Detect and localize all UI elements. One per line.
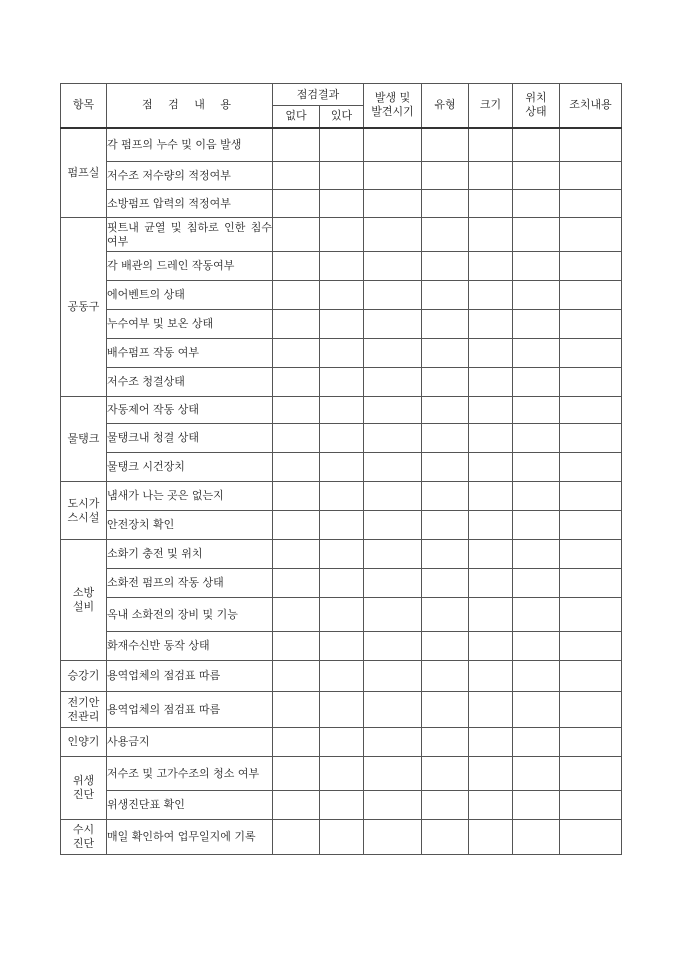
result-exists-cell[interactable]	[320, 820, 364, 855]
result-exists-cell[interactable]	[320, 482, 364, 511]
occurrence-cell[interactable]	[364, 339, 422, 368]
table-row	[61, 397, 622, 424]
size-cell[interactable]	[469, 791, 513, 820]
location-cell[interactable]	[513, 424, 560, 453]
action-cell[interactable]	[560, 162, 622, 190]
location-cell[interactable]	[513, 281, 560, 310]
check-item-cell: 소화기 충전 및 위치	[107, 540, 273, 569]
result-none-cell[interactable]	[273, 453, 320, 482]
occurrence-cell[interactable]	[364, 598, 422, 632]
category-cell: 수시 진단	[61, 820, 107, 855]
occurrence-cell[interactable]	[364, 218, 422, 252]
result-none-cell[interactable]	[273, 310, 320, 339]
action-cell[interactable]	[560, 128, 622, 162]
table-row	[61, 368, 622, 397]
table-row	[61, 453, 622, 482]
location-cell[interactable]	[513, 252, 560, 281]
size-cell[interactable]	[469, 190, 513, 218]
header-result: 점검결과	[273, 84, 364, 106]
location-cell[interactable]	[513, 540, 560, 569]
result-exists-cell[interactable]	[320, 511, 364, 540]
type-cell[interactable]	[422, 482, 469, 511]
occurrence-cell[interactable]	[364, 453, 422, 482]
size-cell[interactable]	[469, 162, 513, 190]
occurrence-cell[interactable]	[364, 252, 422, 281]
type-cell[interactable]	[422, 569, 469, 598]
check-item-cell: 소방펌프 압력의 적정여부	[107, 190, 273, 218]
category-cell: 전기안 전관리	[61, 692, 107, 728]
result-none-cell[interactable]	[273, 757, 320, 791]
size-cell[interactable]	[469, 218, 513, 252]
result-none-cell[interactable]	[273, 791, 320, 820]
table-row	[61, 482, 622, 511]
result-none-cell[interactable]	[273, 598, 320, 632]
occurrence-cell[interactable]	[364, 424, 422, 453]
size-cell[interactable]	[469, 482, 513, 511]
size-cell[interactable]	[469, 368, 513, 397]
result-exists-cell[interactable]	[320, 339, 364, 368]
result-exists-cell[interactable]	[320, 424, 364, 453]
table-row	[61, 252, 622, 281]
result-none-cell[interactable]	[273, 511, 320, 540]
check-item-cell: 위생진단표 확인	[107, 791, 273, 820]
occurrence-cell[interactable]	[364, 190, 422, 218]
occurrence-cell[interactable]	[364, 128, 422, 162]
action-cell[interactable]	[560, 791, 622, 820]
table-row	[61, 339, 622, 368]
type-cell[interactable]	[422, 820, 469, 855]
table-row	[61, 281, 622, 310]
category-cell: 공동구	[61, 218, 107, 397]
location-cell[interactable]	[513, 569, 560, 598]
size-cell[interactable]	[469, 453, 513, 482]
size-cell[interactable]	[469, 661, 513, 692]
result-none-cell[interactable]	[273, 190, 320, 218]
location-cell[interactable]	[513, 397, 560, 424]
check-item-cell: 물탱크내 청결 상태	[107, 424, 273, 453]
table-row	[61, 598, 622, 632]
check-item-cell: 각 펌프의 누수 및 이음 발생	[107, 128, 273, 162]
occurrence-cell[interactable]	[364, 511, 422, 540]
occurrence-cell[interactable]	[364, 310, 422, 339]
result-exists-cell[interactable]	[320, 281, 364, 310]
header-content: 점 검 내 용	[107, 84, 273, 128]
table-row	[61, 728, 622, 757]
size-cell[interactable]	[469, 540, 513, 569]
result-exists-cell[interactable]	[320, 218, 364, 252]
occurrence-cell[interactable]	[364, 540, 422, 569]
size-cell[interactable]	[469, 598, 513, 632]
action-cell[interactable]	[560, 281, 622, 310]
result-exists-cell[interactable]	[320, 598, 364, 632]
check-item-cell: 누수여부 및 보온 상태	[107, 310, 273, 339]
category-cell: 소방 설비	[61, 540, 107, 661]
category-cell: 물탱크	[61, 397, 107, 482]
type-cell[interactable]	[422, 757, 469, 791]
table-row	[61, 162, 622, 190]
result-exists-cell[interactable]	[320, 453, 364, 482]
result-exists-cell[interactable]	[320, 397, 364, 424]
check-item-cell: 저수조 저수량의 적정여부	[107, 162, 273, 190]
type-cell[interactable]	[422, 511, 469, 540]
type-cell[interactable]	[422, 661, 469, 692]
size-cell[interactable]	[469, 128, 513, 162]
category-cell: 펌프실	[61, 128, 107, 218]
result-exists-cell[interactable]	[320, 757, 364, 791]
table-row	[61, 661, 622, 692]
check-item-cell: 사용금지	[107, 728, 273, 757]
header-type: 유형	[422, 84, 469, 128]
action-cell[interactable]	[560, 661, 622, 692]
check-item-cell: 안전장치 확인	[107, 511, 273, 540]
type-cell[interactable]	[422, 310, 469, 339]
occurrence-cell[interactable]	[364, 728, 422, 757]
location-cell[interactable]	[513, 162, 560, 190]
occurrence-cell[interactable]	[364, 368, 422, 397]
table-row	[61, 128, 622, 162]
table-row	[61, 511, 622, 540]
action-cell[interactable]	[560, 397, 622, 424]
size-cell[interactable]	[469, 281, 513, 310]
type-cell[interactable]	[422, 339, 469, 368]
header-occurrence: 발생 및 발견시기	[364, 84, 422, 128]
result-exists-cell[interactable]	[320, 128, 364, 162]
occurrence-cell[interactable]	[364, 162, 422, 190]
action-cell[interactable]	[560, 728, 622, 757]
header-none: 없다	[273, 106, 320, 128]
size-cell[interactable]	[469, 820, 513, 855]
size-cell[interactable]	[469, 397, 513, 424]
location-cell[interactable]	[513, 692, 560, 728]
action-cell[interactable]	[560, 598, 622, 632]
location-cell[interactable]	[513, 511, 560, 540]
type-cell[interactable]	[422, 252, 469, 281]
table-row	[61, 190, 622, 218]
type-cell[interactable]	[422, 397, 469, 424]
action-cell[interactable]	[560, 218, 622, 252]
action-cell[interactable]	[560, 511, 622, 540]
action-cell[interactable]	[560, 339, 622, 368]
result-none-cell[interactable]	[273, 661, 320, 692]
action-cell[interactable]	[560, 252, 622, 281]
location-cell[interactable]	[513, 218, 560, 252]
size-cell[interactable]	[469, 310, 513, 339]
table-row	[61, 791, 622, 820]
result-none-cell[interactable]	[273, 692, 320, 728]
size-cell[interactable]	[469, 757, 513, 791]
result-none-cell[interactable]	[273, 368, 320, 397]
type-cell[interactable]	[422, 791, 469, 820]
occurrence-cell[interactable]	[364, 632, 422, 661]
action-cell[interactable]	[560, 482, 622, 511]
table-row	[61, 569, 622, 598]
category-cell: 위생 진단	[61, 757, 107, 820]
occurrence-cell[interactable]	[364, 482, 422, 511]
location-cell[interactable]	[513, 661, 560, 692]
result-exists-cell[interactable]	[320, 252, 364, 281]
check-item-cell: 매일 확인하여 업무일지에 기록	[107, 820, 273, 855]
result-none-cell[interactable]	[273, 128, 320, 162]
action-cell[interactable]	[560, 820, 622, 855]
result-exists-cell[interactable]	[320, 569, 364, 598]
type-cell[interactable]	[422, 368, 469, 397]
size-cell[interactable]	[469, 424, 513, 453]
table-row	[61, 820, 622, 855]
occurrence-cell[interactable]	[364, 397, 422, 424]
result-none-cell[interactable]	[273, 569, 320, 598]
result-none-cell[interactable]	[273, 252, 320, 281]
size-cell[interactable]	[469, 252, 513, 281]
check-item-cell: 각 배관의 드레인 작동여부	[107, 252, 273, 281]
check-item-cell: 저수조 청결상태	[107, 368, 273, 397]
location-cell[interactable]	[513, 310, 560, 339]
check-item-cell: 용역업체의 점검표 따름	[107, 692, 273, 728]
result-none-cell[interactable]	[273, 632, 320, 661]
type-cell[interactable]	[422, 453, 469, 482]
location-cell[interactable]	[513, 820, 560, 855]
location-cell[interactable]	[513, 190, 560, 218]
check-item-cell: 소화전 펌프의 작동 상태	[107, 569, 273, 598]
check-item-cell: 에어벤트의 상태	[107, 281, 273, 310]
result-exists-cell[interactable]	[320, 540, 364, 569]
header-item: 항목	[61, 84, 107, 128]
category-cell: 승강기	[61, 661, 107, 692]
location-cell[interactable]	[513, 728, 560, 757]
occurrence-cell[interactable]	[364, 757, 422, 791]
check-item-cell: 배수펌프 작동 여부	[107, 339, 273, 368]
location-cell[interactable]	[513, 368, 560, 397]
type-cell[interactable]	[422, 218, 469, 252]
header-action: 조치내용	[560, 84, 622, 128]
type-cell[interactable]	[422, 540, 469, 569]
table-row	[61, 424, 622, 453]
location-cell[interactable]	[513, 482, 560, 511]
type-cell[interactable]	[422, 128, 469, 162]
action-cell[interactable]	[560, 692, 622, 728]
type-cell[interactable]	[422, 190, 469, 218]
action-cell[interactable]	[560, 424, 622, 453]
location-cell[interactable]	[513, 598, 560, 632]
result-none-cell[interactable]	[273, 820, 320, 855]
location-cell[interactable]	[513, 632, 560, 661]
result-none-cell[interactable]	[273, 218, 320, 252]
size-cell[interactable]	[469, 692, 513, 728]
check-item-cell: 핏트내 균열 및 침하로 인한 침수 여부	[107, 218, 273, 252]
action-cell[interactable]	[560, 540, 622, 569]
check-item-cell: 옥내 소화전의 장비 및 기능	[107, 598, 273, 632]
type-cell[interactable]	[422, 692, 469, 728]
table-row	[61, 757, 622, 791]
result-none-cell[interactable]	[273, 540, 320, 569]
table-row	[61, 310, 622, 339]
table-row	[61, 632, 622, 661]
occurrence-cell[interactable]	[364, 791, 422, 820]
occurrence-cell[interactable]	[364, 820, 422, 855]
action-cell[interactable]	[560, 757, 622, 791]
size-cell[interactable]	[469, 632, 513, 661]
category-cell: 인양기	[61, 728, 107, 757]
header-exists: 있다	[320, 106, 364, 128]
check-item-cell: 물탱크 시건장치	[107, 453, 273, 482]
action-cell[interactable]	[560, 190, 622, 218]
occurrence-cell[interactable]	[364, 661, 422, 692]
action-cell[interactable]	[560, 310, 622, 339]
action-cell[interactable]	[560, 453, 622, 482]
size-cell[interactable]	[469, 569, 513, 598]
check-item-cell: 냄새가 나는 곳은 없는지	[107, 482, 273, 511]
result-exists-cell[interactable]	[320, 368, 364, 397]
header-size: 크기	[469, 84, 513, 128]
location-cell[interactable]	[513, 791, 560, 820]
size-cell[interactable]	[469, 511, 513, 540]
action-cell[interactable]	[560, 632, 622, 661]
type-cell[interactable]	[422, 728, 469, 757]
location-cell[interactable]	[513, 757, 560, 791]
result-none-cell[interactable]	[273, 482, 320, 511]
result-exists-cell[interactable]	[320, 728, 364, 757]
category-cell: 도시가 스시설	[61, 482, 107, 540]
result-exists-cell[interactable]	[320, 661, 364, 692]
inspection-checklist-table	[60, 83, 622, 855]
type-cell[interactable]	[422, 598, 469, 632]
result-none-cell[interactable]	[273, 281, 320, 310]
table-row	[61, 540, 622, 569]
type-cell[interactable]	[422, 281, 469, 310]
result-exists-cell[interactable]	[320, 162, 364, 190]
occurrence-cell[interactable]	[364, 281, 422, 310]
check-item-cell: 용역업체의 점검표 따름	[107, 661, 273, 692]
table-row	[61, 692, 622, 728]
type-cell[interactable]	[422, 162, 469, 190]
size-cell[interactable]	[469, 728, 513, 757]
result-none-cell[interactable]	[273, 728, 320, 757]
size-cell[interactable]	[469, 339, 513, 368]
result-none-cell[interactable]	[273, 339, 320, 368]
location-cell[interactable]	[513, 339, 560, 368]
check-item-cell: 화재수신반 동작 상태	[107, 632, 273, 661]
location-cell[interactable]	[513, 453, 560, 482]
check-item-cell: 자동제어 작동 상태	[107, 397, 273, 424]
occurrence-cell[interactable]	[364, 569, 422, 598]
result-exists-cell[interactable]	[320, 791, 364, 820]
type-cell[interactable]	[422, 632, 469, 661]
occurrence-cell[interactable]	[364, 692, 422, 728]
result-exists-cell[interactable]	[320, 190, 364, 218]
header-location: 위치 상태	[513, 84, 560, 128]
action-cell[interactable]	[560, 368, 622, 397]
check-item-cell: 저수조 및 고가수조의 청소 여부	[107, 757, 273, 791]
type-cell[interactable]	[422, 424, 469, 453]
table-row	[61, 218, 622, 252]
header-row-1	[61, 84, 622, 106]
result-none-cell[interactable]	[273, 424, 320, 453]
result-none-cell[interactable]	[273, 162, 320, 190]
checklist-body	[61, 128, 622, 855]
result-exists-cell[interactable]	[320, 692, 364, 728]
result-none-cell[interactable]	[273, 397, 320, 424]
location-cell[interactable]	[513, 128, 560, 162]
result-exists-cell[interactable]	[320, 310, 364, 339]
action-cell[interactable]	[560, 569, 622, 598]
result-exists-cell[interactable]	[320, 632, 364, 661]
